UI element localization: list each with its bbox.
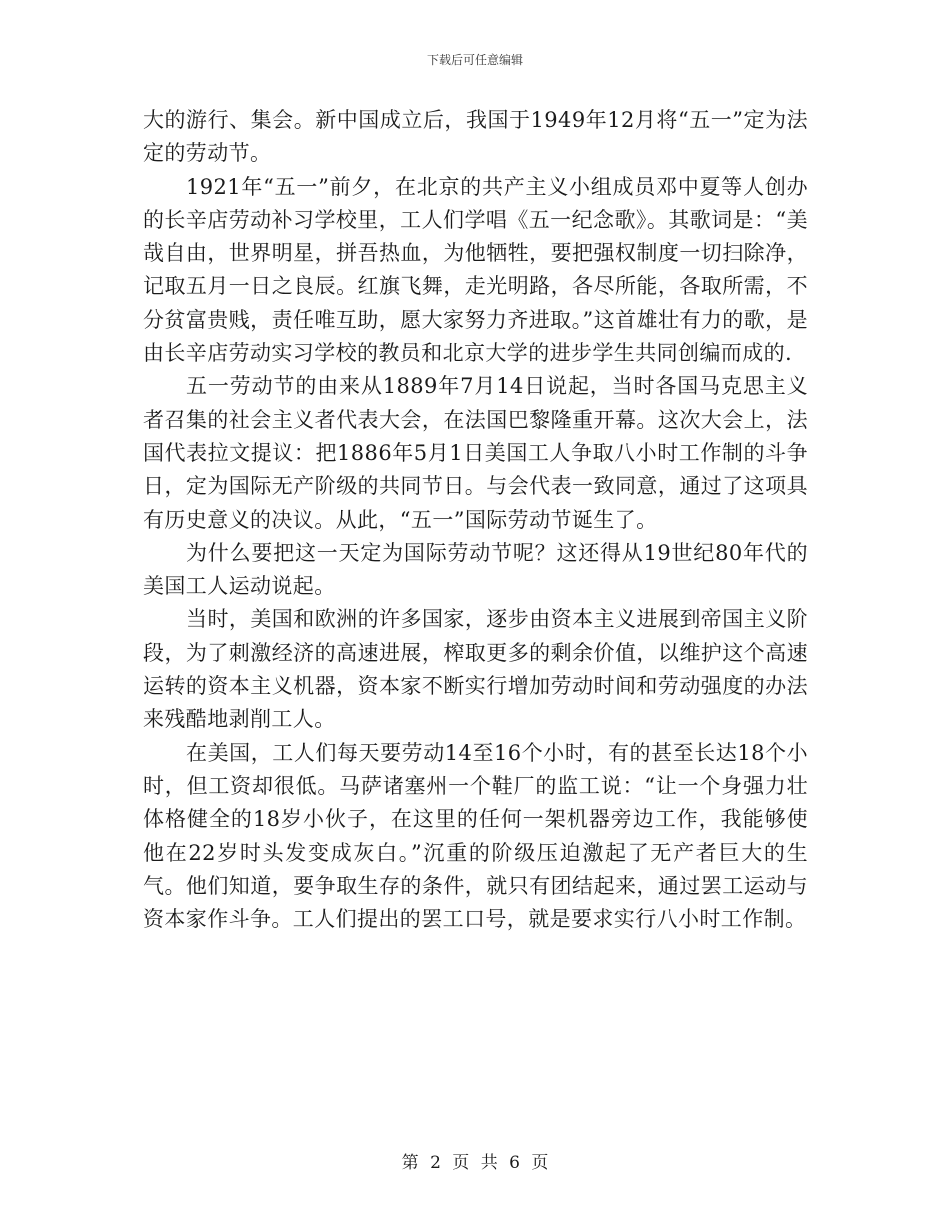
paragraph-6: 在美国，工人们每天要劳动14至16个小时，有的甚至长达18个小时，但工资却很低。马萨诸塞州一个鞋厂的监工说：“让一个身强力壮体格健全的18岁小伙子，在这里的任何一架机器旁边工作，我能够使他在22岁时头发变成灰白。”沉重的阶级压迫激起了无产者巨大的生气。他们知道，要争取生存的条件，就只有团结起来，通过罢工运动与资本家作斗争。工人们提出的罢工口号，就是要求实行八小时工作制。 xyxy=(143,740,808,932)
paragraph-4: 为什么要把这一天定为国际劳动节呢？这还得从19世纪80年代的美国工人运动说起。 xyxy=(143,540,808,599)
footer-prefix: 第 xyxy=(401,1153,419,1173)
total-page-number: 6 xyxy=(509,1153,520,1173)
current-page-number: 2 xyxy=(430,1153,441,1173)
paragraph-1: 大的游行、集会。新中国成立后，我国于1949年12月将“五一”定为法定的劳动节。 xyxy=(143,108,808,166)
paragraph-2: 1921年“五一”前夕，在北京的共产主义小组成员邓中夏等人创办的长辛店劳动补习学校里，工人们学唱《五一纪念歌》。其歌词是：“美哉自由，世界明星，拼吾热血，为他牺牲，要把强权制度一切扫除净，记取五月一日之良辰。红旗飞舞，走光明路，各尽所能，各取所需，不分贫富贵贱，责任唯互助，愿大家努力齐进取。”这首雄壮有力的歌，是由长辛店劳动实习学校的教员和北京大学的进步学生共同创编而成的. xyxy=(143,174,808,366)
footer-total-label: 共 xyxy=(480,1153,498,1173)
document-body xyxy=(143,104,808,936)
footer-page-label: 页 xyxy=(452,1153,470,1173)
page-header: 下载后可任意编辑 xyxy=(426,53,523,67)
page-footer xyxy=(0,1152,950,1174)
paragraph-3: 五一劳动节的由来从1889年7月14日说起，当时各国马克思主义者召集的社会主义者代表大会，在法国巴黎隆重开幕。这次大会上，法国代表拉文提议：把1886年5月1日美国工人争取八小时工作制的斗争日，定为国际无产阶级的共同节日。与会代表一致同意，通过了这项具有历史意义的决议。从此，“五一”国际劳动节诞生了。 xyxy=(143,374,808,532)
footer-suffix: 页 xyxy=(531,1153,549,1173)
paragraph-5: 当时，美国和欧洲的许多国家，逐步由资本主义进展到帝国主义阶段，为了刺激经济的高速进展，榨取更多的剩余价值，以维护这个高速运转的资本主义机器，资本家不断实行增加劳动时间和劳动强度的办法来残酷地剥削工人。 xyxy=(143,607,808,732)
